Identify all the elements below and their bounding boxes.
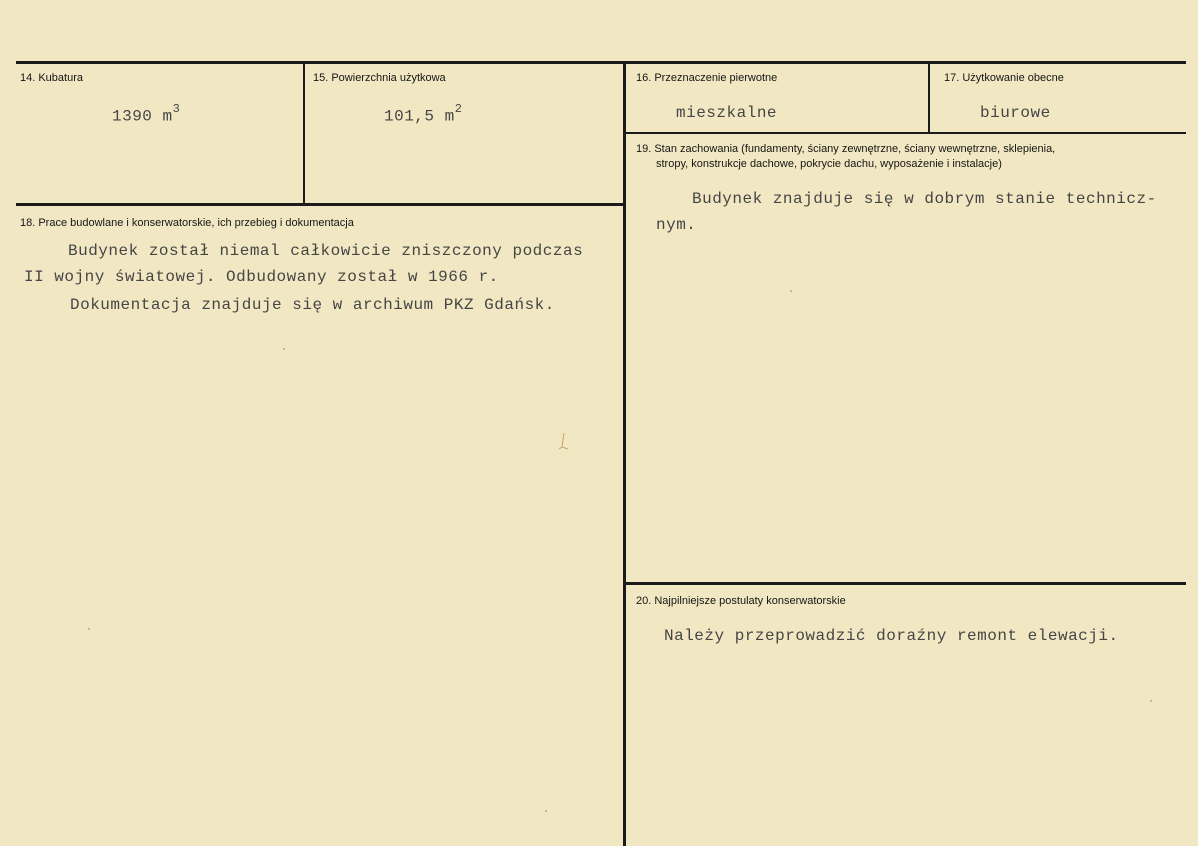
paper-speck [88, 628, 90, 630]
field-15-label: 15. Powierzchnia użytkowa [313, 72, 446, 84]
field-14-number: 1390 m [112, 107, 173, 126]
field-15-number: 101,5 m [384, 107, 455, 126]
paper-speck [283, 348, 285, 350]
rule-above-20 [625, 582, 1186, 585]
field-14-value [112, 104, 180, 125]
field-15-value [384, 104, 462, 125]
divider-main [623, 61, 626, 846]
field-14-unit-exponent: 3 [172, 102, 181, 116]
field-15-unit-exponent: 2 [454, 102, 463, 116]
field-20-value: Należy przeprowadzić doraźny remont elewacji. [664, 627, 1119, 645]
field-18-line-1: Budynek został niemal całkowicie zniszczony podczas [68, 242, 584, 260]
pencil-mark [557, 432, 571, 450]
field-16-value: mieszkalne [676, 104, 778, 122]
field-20-label: 20. Najpilniejsze postulaty konserwatorskie [636, 595, 846, 607]
top-rule [16, 61, 1186, 64]
field-19-line-2: nym. [656, 216, 697, 234]
paper-speck [790, 290, 792, 292]
field-18-line-3: Dokumentacja znajduje się w archiwum PKZ Gdańsk. [70, 296, 555, 314]
rule-under-16-17 [625, 132, 1186, 134]
field-19-label-line-2: stropy, konstrukcje dachowe, pokrycie dachu, wyposażenie i instalacje) [656, 158, 1002, 170]
field-17-value: biurowe [980, 104, 1051, 122]
field-19-line-1: Budynek znajduje się w dobrym stanie technicz- [692, 190, 1157, 208]
divider-16-17 [928, 61, 930, 133]
rule-under-14-15 [16, 203, 624, 206]
paper-speck [545, 810, 547, 812]
field-16-label: 16. Przeznaczenie pierwotne [636, 72, 778, 84]
field-14-label: 14. Kubatura [20, 72, 83, 84]
divider-14-15 [303, 61, 305, 204]
paper-speck [1150, 700, 1152, 702]
field-19-label-line-1: 19. Stan zachowania (fundamenty, ściany zewnętrzne, ściany wewnętrzne, sklepienia, [636, 143, 1056, 155]
field-17-label: 17. Użytkowanie obecne [944, 72, 1064, 84]
field-18-line-2: II wojny światowej. Odbudowany został w 1966 r. [24, 268, 499, 286]
field-18-label: 18. Prace budowlane i konserwatorskie, ich przebieg i dokumentacja [20, 217, 354, 229]
